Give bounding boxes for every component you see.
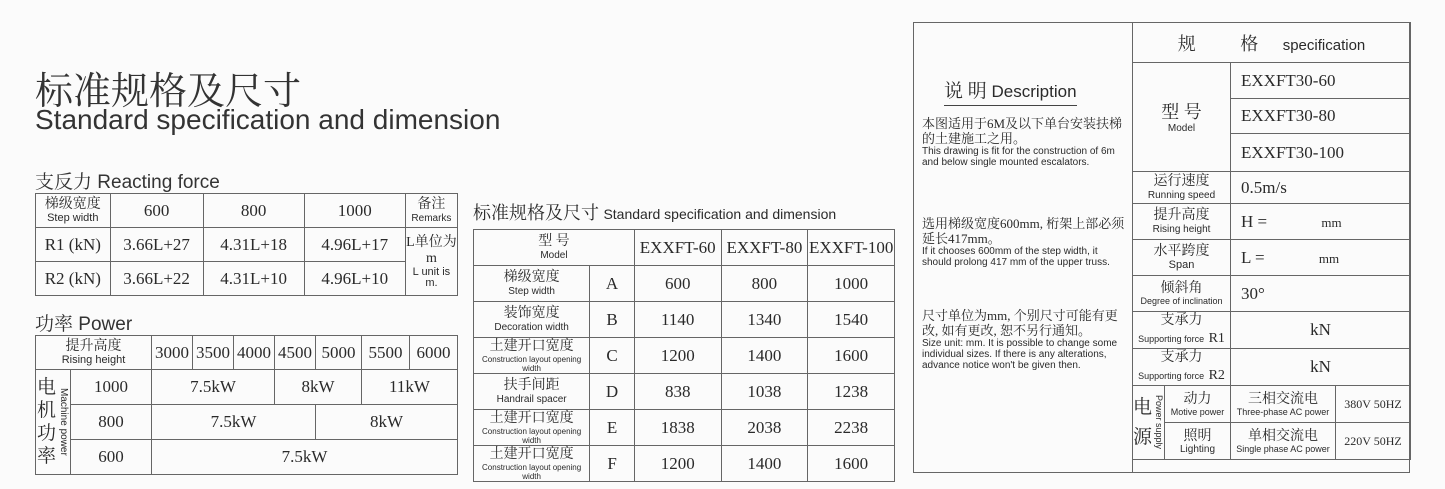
table-cell: 1540 (808, 302, 895, 338)
table-cell: 3.66L+22 (110, 262, 203, 296)
step-width-header: 梯级宽度 Step width (36, 194, 111, 228)
row-code: C (590, 338, 635, 374)
r2-label: 支承力 Supporting force R2 (1133, 349, 1231, 386)
rising-height-header: 提升高度 Rising height (36, 336, 152, 370)
power-cell: 7.5kW (152, 405, 316, 440)
height-col: 3000 (152, 336, 193, 370)
model-value: EXXFT30-100 (1231, 134, 1411, 172)
speed-value: 0.5m/s (1231, 172, 1411, 204)
row-label: 土建开口宽度 Construction layout opening width (474, 410, 590, 446)
r1-value: kN (1231, 312, 1411, 349)
motive-label: 动力 Motive power (1165, 386, 1231, 423)
speed-label: 运行速度 Running speed (1133, 172, 1231, 204)
motive-value: 380V 50HZ (1336, 386, 1411, 423)
table-cell: 1238 (808, 374, 895, 410)
power-cell: 7.5kW (152, 370, 275, 405)
model-label: 型 号 Model (1133, 63, 1231, 172)
table-cell: 1200 (634, 338, 721, 374)
model-value: EXXFT30-60 (1231, 63, 1411, 99)
r1-label: 支承力 Supporting force R1 (1133, 312, 1231, 349)
table-cell: 3.66L+27 (110, 228, 203, 262)
description-title: 说 明 Description (944, 76, 1077, 106)
power-cell: 7.5kW (152, 440, 458, 475)
row-label: 装饰宽度 Decoration width (474, 302, 590, 338)
power-table (35, 335, 458, 475)
height-col: 5000 (316, 336, 362, 370)
model-value: EXXFT30-80 (1231, 99, 1411, 134)
power-cell: 8kW (275, 370, 362, 405)
table-cell: 1340 (721, 302, 808, 338)
rise-value: H = mm (1231, 204, 1411, 240)
span-value: L = mm (1231, 240, 1411, 276)
standard-heading: 标准规格及尺寸 Standard specification and dimension (473, 203, 837, 223)
power-supply-label: 电 源 Power supply (1133, 386, 1165, 460)
table-cell: 2038 (721, 410, 808, 446)
table-cell: 838 (634, 374, 721, 410)
table-cell: 2238 (808, 410, 895, 446)
row-label: R1 (kN) (36, 228, 111, 262)
power-cell: 8kW (316, 405, 458, 440)
col-header: 800 (203, 194, 304, 228)
row-code: A (590, 266, 635, 302)
description-panel (914, 23, 1133, 472)
width-label: 600 (71, 440, 152, 475)
row-code: E (590, 410, 635, 446)
width-label: 1000 (71, 370, 152, 405)
spec-panel (913, 22, 1410, 473)
row-label: 土建开口宽度 Construction layout opening width (474, 338, 590, 374)
page-title-en: Standard specification and dimension (35, 104, 501, 135)
model-col: EXXFT-80 (721, 230, 808, 266)
description-p2: 选用梯级宽度600mm, 桁架上部必须延长417mm。 If it chooses 600mm of the step width, it should prolong 417 mm of the upper truss. (922, 216, 1125, 268)
row-label: 梯级宽度 Step width (474, 266, 590, 302)
model-col: EXXFT-100 (808, 230, 895, 266)
table-cell: 4.96L+10 (304, 262, 405, 296)
specification-header: 规 格 specification (1133, 23, 1411, 63)
height-col: 3500 (193, 336, 234, 370)
power-cell: 11kW (362, 370, 458, 405)
height-col: 6000 (410, 336, 458, 370)
row-label: R2 (kN) (36, 262, 111, 296)
row-label: 土建开口宽度 Construction layout opening width (474, 446, 590, 482)
lighting-type: 单相交流电 Single phase AC power (1231, 423, 1336, 460)
inclination-value: 30° (1231, 276, 1411, 312)
specification-table (1132, 22, 1411, 460)
row-code: F (590, 446, 635, 482)
table-cell: 1600 (808, 446, 895, 482)
lighting-value: 220V 50HZ (1336, 423, 1411, 460)
height-col: 5500 (362, 336, 410, 370)
remark-cell: L单位为m L unit is m. (405, 228, 457, 296)
table-cell: 4.31L+10 (203, 262, 304, 296)
model-header: 型 号 Model (474, 230, 635, 266)
span-label: 水平跨度 Span (1133, 240, 1231, 276)
col-header: 600 (110, 194, 203, 228)
table-cell: 1200 (634, 446, 721, 482)
power-heading: 功率 Power (35, 314, 133, 335)
table-cell: 600 (634, 266, 721, 302)
width-label: 800 (71, 405, 152, 440)
table-cell: 1600 (808, 338, 895, 374)
row-label: 扶手间距 Handrail spacer (474, 374, 590, 410)
row-code: B (590, 302, 635, 338)
reacting-force-table (35, 193, 458, 296)
rise-label: 提升高度 Rising height (1133, 204, 1231, 240)
model-col: EXXFT-60 (634, 230, 721, 266)
height-col: 4000 (234, 336, 275, 370)
table-cell: 1000 (808, 266, 895, 302)
table-cell: 1838 (634, 410, 721, 446)
table-cell: 800 (721, 266, 808, 302)
height-col: 4500 (275, 336, 316, 370)
lighting-label: 照明 Lighting (1165, 423, 1231, 460)
row-code: D (590, 374, 635, 410)
col-header: 1000 (304, 194, 405, 228)
reacting-force-heading: 支反力 Reacting force (35, 172, 220, 193)
page-title-cn: 标准规格及尺寸 (35, 71, 302, 113)
inclination-label: 倾斜角 Degree of inclination (1133, 276, 1231, 312)
r2-value: kN (1231, 349, 1411, 386)
description-p1: 本图适用于6M及以下单台安装扶梯的土建施工之用。 This drawing is fit for the construction of 6m and below single mounted escalators. (922, 116, 1123, 168)
table-cell: 4.96L+17 (304, 228, 405, 262)
table-cell: 1140 (634, 302, 721, 338)
standard-table (473, 229, 895, 482)
table-cell: 1400 (721, 446, 808, 482)
machine-power-side-label: 电 机 功 率 Machine power (36, 370, 71, 475)
table-cell: 4.31L+18 (203, 228, 304, 262)
remarks-header: 备注 Remarks (405, 194, 457, 228)
table-cell: 1400 (721, 338, 808, 374)
description-p3: 尺寸单位为mm, 个别尺寸可能有更改, 如有更改, 恕不另行通知。 Size unit: mm. It is possible to change some individual sizes. If there is any alterations, advance notice won't be given then. (922, 308, 1118, 371)
table-cell: 1038 (721, 374, 808, 410)
motive-type: 三相交流电 Three-phase AC power (1231, 386, 1336, 423)
